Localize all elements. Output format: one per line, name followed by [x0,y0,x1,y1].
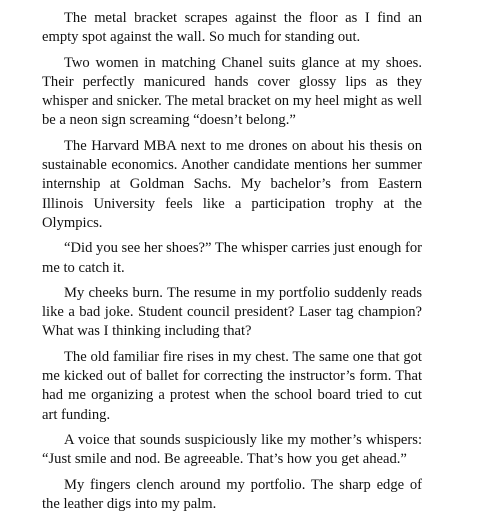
paragraph-8: My fingers clench around my portfolio. The sharp edge of the leather digs into my palm. [42,476,422,512]
paragraph-6: The old familiar fire rises in my chest. The same one that got me kicked out of ballet for correcting the instructor’s form. That had me organizing a protest when the school board tried to cut art funding. [42,348,422,423]
paragraph-5: My cheeks burn. The resume in my portfolio suddenly reads like a bad joke. Student council president? Laser tag champion? What was I thinking including that? [42,284,422,340]
paragraph-1: The metal bracket scrapes against the floor as I find an empty spot against the wall. So much for standing out. [42,10,422,46]
paragraph-7: A voice that sounds suspiciously like my mother’s whispers: “Just smile and nod. Be agreeable. That’s how you get ahead.” [42,431,422,468]
paragraph-4: “Did you see her shoes?” The whisper carries just enough for me to catch it. [42,240,422,276]
paragraph-2: Two women in matching Chanel suits glance at my shoes. Their perfectly manicured hands cover glossy lips as they whisper and snicker. The metal bracket on my heel might as well be a neon sign screaming “doesn’t belong.” [42,54,422,129]
document-page [42,9,422,520]
paragraph-3: The Harvard MBA next to me drones on about his thesis on sustainable economics. Another candidate mentions her summer internship at Goldman Sachs. My bachelor’s from Eastern Illinois University feels like a participation trophy at the Olympics. [42,137,422,231]
